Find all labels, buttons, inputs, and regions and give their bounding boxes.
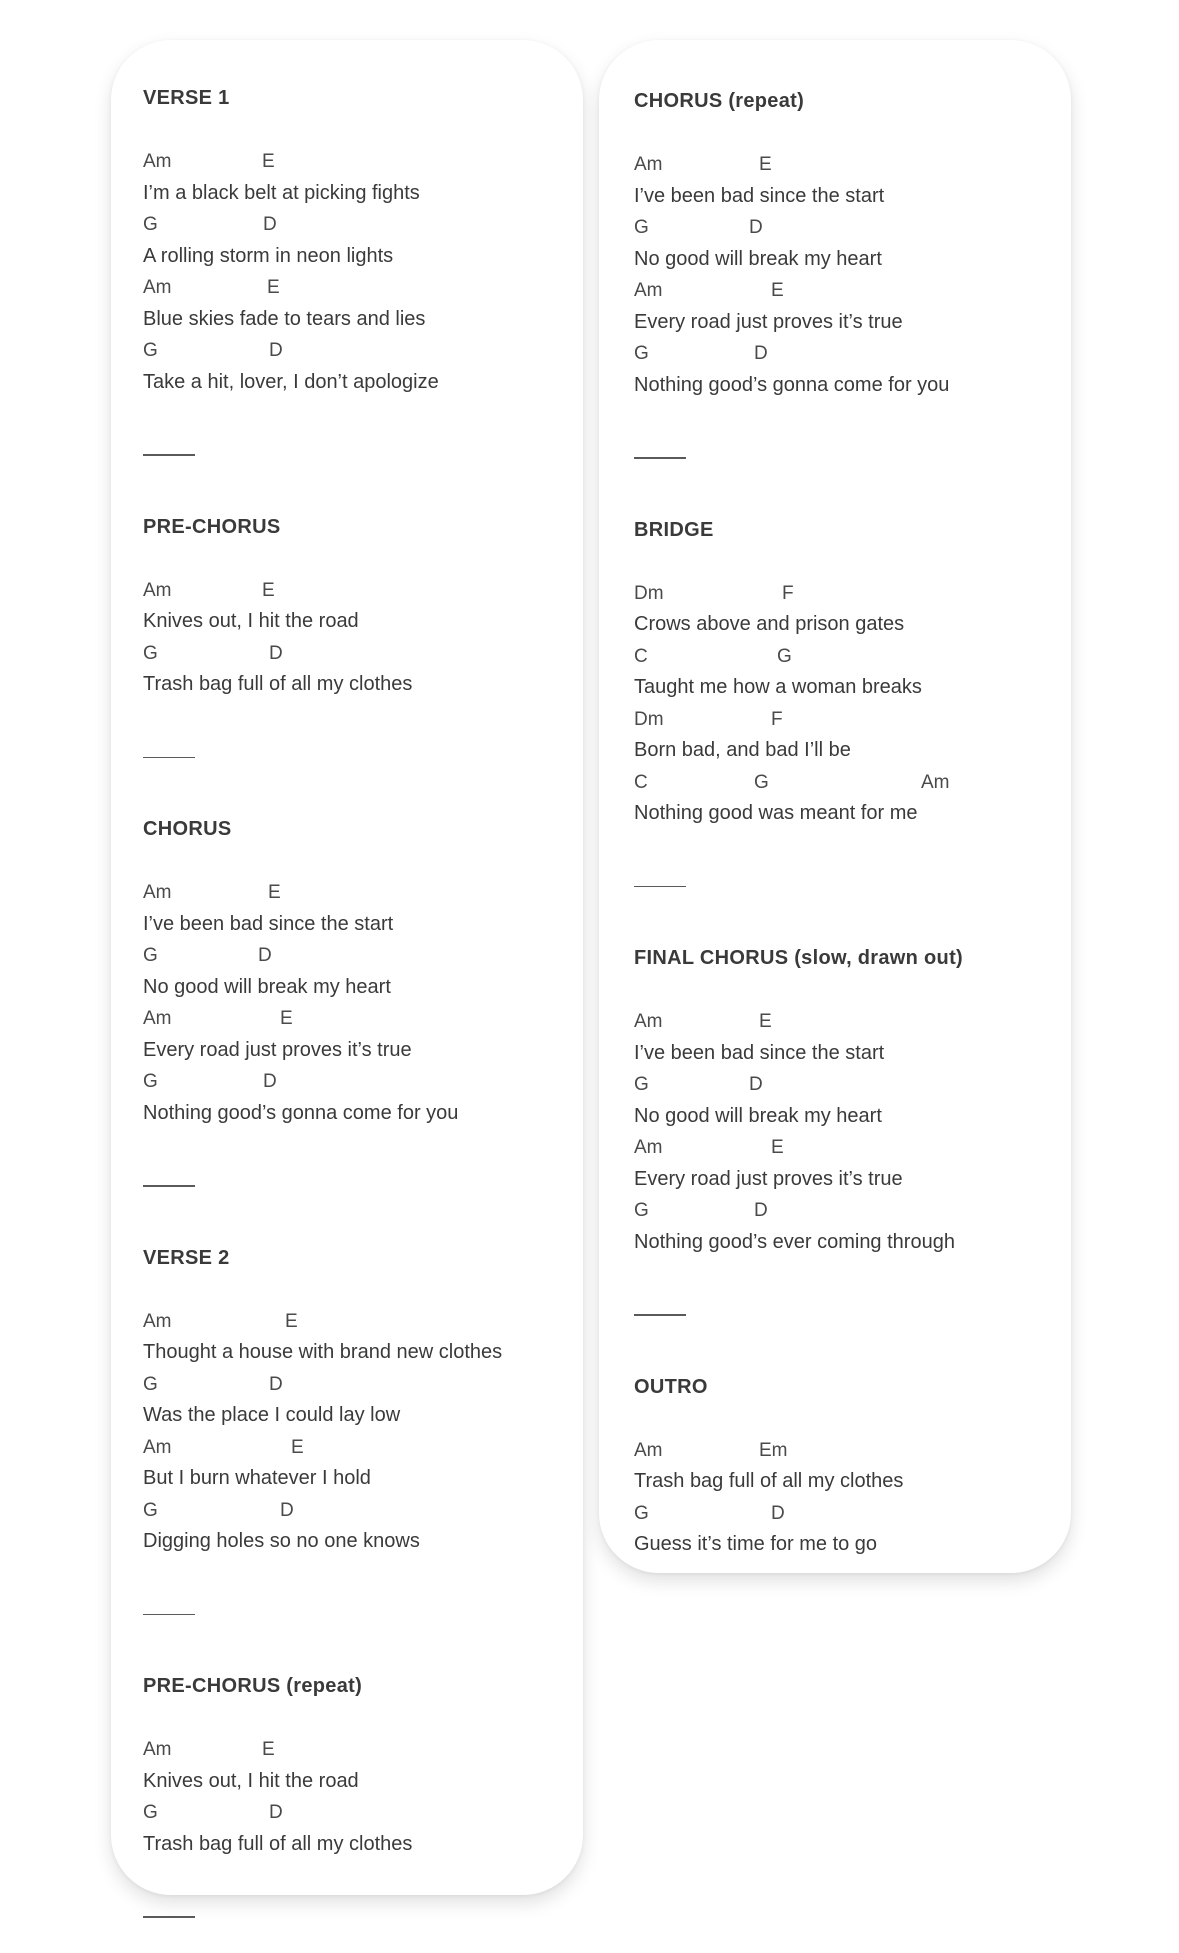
- lyric-text: Trash bag full of all my clothes: [634, 1470, 904, 1492]
- chord-line: [143, 209, 583, 241]
- lyric-line: [143, 909, 583, 941]
- section-chorus-repeat: [634, 86, 1071, 401]
- chord: Am: [143, 1008, 172, 1029]
- section-divider: [143, 1614, 195, 1616]
- chord-line: [143, 1495, 583, 1527]
- section-divider: [634, 886, 686, 888]
- chord: Am: [634, 1137, 663, 1158]
- chord: D: [280, 1499, 294, 1521]
- section-title: OUTRO: [634, 1375, 708, 1398]
- section-title: VERSE 2: [143, 1246, 230, 1269]
- chord-line: [143, 1797, 583, 1829]
- chord-line: [143, 335, 583, 367]
- lyric-text: Crows above and prison gates: [634, 613, 905, 635]
- chord-line: [634, 1069, 1071, 1101]
- chord: E: [280, 1008, 293, 1029]
- chord: G: [143, 1499, 158, 1521]
- lyric-line: [143, 606, 583, 638]
- chord: Dm: [634, 708, 664, 730]
- lyric-text: Trash bag full of all my clothes: [143, 1832, 413, 1855]
- section-chorus: [143, 814, 583, 1129]
- chord: G: [143, 1071, 158, 1092]
- chord: D: [269, 1373, 283, 1395]
- chord: Am: [634, 1439, 663, 1461]
- lyric-text: Trash bag full of all my clothes: [143, 673, 413, 695]
- section-bridge: [634, 515, 1071, 830]
- lyric-line: [634, 1164, 1071, 1196]
- lyric-text: Guess it’s time for me to go: [634, 1533, 878, 1555]
- lyric-text: Nothing good was meant for me: [634, 802, 918, 824]
- chord-line: [634, 212, 1071, 244]
- lyric-line: [143, 178, 583, 210]
- lyric-text: I’ve been bad since the start: [143, 912, 394, 935]
- section-divider: [143, 454, 195, 456]
- chord: D: [749, 217, 763, 238]
- chord: G: [143, 214, 158, 235]
- chord-line: [143, 1066, 583, 1098]
- chord: E: [262, 579, 275, 601]
- lyric-line: [143, 1098, 583, 1130]
- chord: C: [634, 771, 648, 793]
- chord: G: [143, 1373, 158, 1395]
- lyric-text: Was the place I could lay low: [143, 1404, 401, 1426]
- lyric-text: Knives out, I hit the road: [143, 610, 359, 632]
- lyric-line: [634, 181, 1071, 213]
- chord: E: [262, 1739, 275, 1760]
- chord: Em: [759, 1439, 788, 1461]
- chord-line: [143, 1003, 583, 1035]
- chord: D: [263, 214, 277, 235]
- lyric-line: [634, 370, 1071, 402]
- chord: F: [782, 582, 794, 604]
- chord: Am: [921, 771, 950, 793]
- chord: D: [749, 1074, 763, 1095]
- chord: D: [754, 1200, 768, 1221]
- chord: F: [771, 708, 783, 730]
- chord: Am: [634, 1011, 663, 1032]
- section-title: CHORUS (repeat): [634, 90, 805, 112]
- lyric-line: [143, 1400, 583, 1432]
- chord: G: [634, 217, 649, 238]
- chord: E: [285, 1310, 298, 1332]
- section-title: CHORUS: [143, 818, 232, 840]
- chord-line: [634, 767, 1071, 799]
- chord-line: [143, 940, 583, 972]
- lyric-text: Digging holes so no one knows: [143, 1530, 420, 1552]
- lyric-line: [634, 609, 1071, 641]
- section-title: VERSE 1: [143, 87, 230, 109]
- chord: G: [634, 1074, 649, 1095]
- section-title: PRE-CHORUS: [143, 515, 281, 538]
- chord: D: [269, 1802, 283, 1823]
- section-divider: [634, 457, 686, 459]
- lyric-text: Taught me how a woman breaks: [634, 676, 922, 698]
- chord-line: [143, 272, 583, 304]
- lyric-line: [634, 1466, 1071, 1498]
- lyric-text: Every road just proves it’s true: [634, 1167, 903, 1190]
- lyric-line: [143, 669, 583, 701]
- section-title: FINAL CHORUS (slow, drawn out): [634, 947, 963, 969]
- lyric-line: [143, 241, 583, 273]
- chord: G: [143, 340, 158, 361]
- chord-line: [634, 704, 1071, 736]
- section-title: BRIDGE: [634, 518, 714, 541]
- section-pre-chorus: [143, 512, 583, 701]
- chord: E: [291, 1436, 304, 1458]
- chord-line: [634, 1006, 1071, 1038]
- chord: G: [777, 645, 792, 667]
- chord: E: [771, 280, 784, 301]
- chord: Am: [143, 882, 172, 903]
- section-final-chorus-slow-drawn-out: [634, 943, 1071, 1258]
- chord-line: [634, 275, 1071, 307]
- chord: D: [754, 343, 768, 364]
- chord: D: [269, 340, 283, 361]
- lyric-line: [143, 1766, 583, 1798]
- chord: Am: [143, 151, 172, 172]
- chord: D: [258, 945, 272, 966]
- lyrics-card-left: [111, 40, 583, 1895]
- chord-line: [634, 149, 1071, 181]
- lyric-text: Nothing good’s ever coming through: [634, 1230, 955, 1253]
- chord-line: [634, 1498, 1071, 1530]
- chord: E: [268, 882, 281, 903]
- chord-line: [634, 641, 1071, 673]
- section-verse-1: [143, 83, 583, 398]
- chord: G: [634, 1200, 649, 1221]
- lyric-line: [634, 1227, 1071, 1259]
- chord-line: [143, 638, 583, 670]
- lyric-text: I’ve been bad since the start: [634, 1041, 885, 1064]
- chord-line: [143, 1369, 583, 1401]
- chord-line: [634, 1195, 1071, 1227]
- section-pre-chorus-repeat: [143, 1671, 583, 1860]
- chord: D: [269, 642, 283, 664]
- lyric-text: Thought a house with brand new clothes: [143, 1341, 503, 1363]
- lyric-line: [634, 1101, 1071, 1133]
- chord: E: [759, 154, 772, 175]
- lyric-text: But I burn whatever I hold: [143, 1467, 371, 1489]
- lyric-line: [143, 1829, 583, 1861]
- chord: D: [771, 1502, 785, 1524]
- lyric-text: Nothing good’s gonna come for you: [634, 373, 950, 396]
- chord-line: [143, 1306, 583, 1338]
- lyric-line: [634, 244, 1071, 276]
- lyric-line: [634, 798, 1071, 830]
- lyric-line: [143, 1526, 583, 1558]
- chord-line: [143, 1734, 583, 1766]
- lyric-line: [634, 1038, 1071, 1070]
- chord: E: [267, 277, 280, 298]
- chord: G: [634, 343, 649, 364]
- chord: Am: [143, 1310, 172, 1332]
- section-divider: [634, 1314, 686, 1316]
- chord: Am: [634, 154, 663, 175]
- chord: Am: [143, 579, 172, 601]
- section-outro: [634, 1372, 1071, 1561]
- lyric-line: [143, 304, 583, 336]
- lyric-line: [143, 1337, 583, 1369]
- chord: E: [262, 151, 275, 172]
- lyric-text: Every road just proves it’s true: [634, 310, 903, 333]
- lyric-text: Every road just proves it’s true: [143, 1038, 412, 1061]
- chord-line: [143, 146, 583, 178]
- chord: G: [754, 771, 769, 793]
- chord-line: [143, 1432, 583, 1464]
- section-divider: [143, 757, 195, 759]
- chord: E: [771, 1137, 784, 1158]
- chord: E: [759, 1011, 772, 1032]
- lyric-line: [634, 672, 1071, 704]
- section-title: PRE-CHORUS (repeat): [143, 1675, 363, 1697]
- chord: G: [143, 642, 158, 664]
- section-divider: [143, 1916, 195, 1918]
- section-verse-2: [143, 1243, 583, 1558]
- chord: D: [263, 1071, 277, 1092]
- lyric-line: [634, 735, 1071, 767]
- lyric-text: A rolling storm in neon lights: [143, 244, 394, 267]
- chord: Am: [143, 1739, 172, 1760]
- chord: G: [634, 1502, 649, 1524]
- lyric-text: Nothing good’s gonna come for you: [143, 1101, 459, 1124]
- lyric-line: [143, 367, 583, 399]
- chord: Am: [634, 280, 663, 301]
- chord-line: [143, 877, 583, 909]
- lyric-text: I’m a black belt at picking fights: [143, 181, 420, 204]
- section-divider: [143, 1185, 195, 1187]
- lyric-line: [143, 972, 583, 1004]
- lyric-text: Blue skies fade to tears and lies: [143, 307, 426, 330]
- lyric-text: I’ve been bad since the start: [634, 184, 885, 207]
- lyric-text: No good will break my heart: [143, 975, 391, 998]
- lyric-line: [634, 307, 1071, 339]
- chord: G: [143, 945, 158, 966]
- chord-line: [634, 1435, 1071, 1467]
- chord-line: [634, 1132, 1071, 1164]
- chord: C: [634, 645, 648, 667]
- chord: Am: [143, 1436, 172, 1458]
- chord: G: [143, 1802, 158, 1823]
- lyric-line: [143, 1463, 583, 1495]
- lyric-line: [143, 1035, 583, 1067]
- chord-line: [634, 578, 1071, 610]
- chord: Am: [143, 277, 172, 298]
- lyric-text: Knives out, I hit the road: [143, 1769, 359, 1792]
- lyrics-card-right: [599, 40, 1071, 1573]
- lyric-text: Take a hit, lover, I don’t apologize: [143, 370, 439, 393]
- chord-line: [143, 575, 583, 607]
- lyric-text: No good will break my heart: [634, 247, 882, 270]
- chord: Dm: [634, 582, 664, 604]
- lyric-text: Born bad, and bad I’ll be: [634, 739, 851, 761]
- chord-line: [634, 338, 1071, 370]
- lyric-line: [634, 1529, 1071, 1561]
- lyric-text: No good will break my heart: [634, 1104, 882, 1127]
